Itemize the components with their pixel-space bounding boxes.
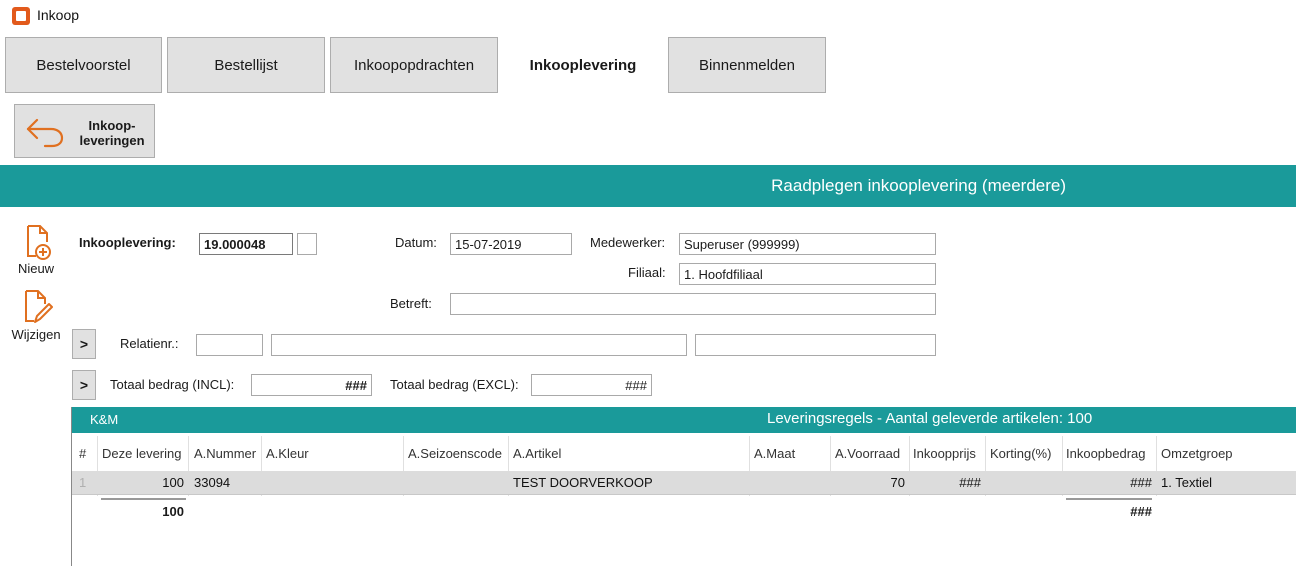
relatie-name-field[interactable]: [271, 334, 687, 356]
expand-relatie-button[interactable]: >: [72, 329, 96, 359]
grid-header-bar: [72, 407, 1296, 433]
totaal-incl-label: Totaal bedrag (INCL):: [110, 377, 235, 392]
tab-binnenmelden[interactable]: Binnenmelden: [668, 37, 826, 93]
inkooplevering-extra-field[interactable]: [297, 233, 317, 255]
page-title: Raadplegen inkooplevering (meerdere): [771, 176, 1066, 195]
back-button-label: [77, 118, 147, 148]
col-header-korting[interactable]: Korting(%): [990, 446, 1052, 461]
tab-bestelvoorstel[interactable]: Bestelvoorstel: [5, 37, 162, 93]
inkooplevering-field[interactable]: 19.000048: [199, 233, 293, 255]
cell-num: 1: [79, 475, 87, 490]
cell-inkoopprijs[interactable]: ###: [959, 475, 981, 490]
betreft-label: Betreft:: [390, 296, 432, 311]
cell-nummer[interactable]: 33094: [194, 475, 231, 490]
relatie-nr-field[interactable]: [196, 334, 263, 356]
totaal-excl-field[interactable]: ###: [531, 374, 652, 396]
col-header-voorraad[interactable]: A.Voorraad: [835, 446, 901, 461]
total-inkoopbedrag: ###: [1130, 504, 1152, 519]
relatie-label: Relatienr.:: [120, 336, 179, 351]
col-header-nummer[interactable]: A.Nummer: [194, 446, 257, 461]
cell-deze-levering[interactable]: 100: [162, 475, 184, 490]
datum-field[interactable]: 15-07-2019: [450, 233, 572, 255]
filiaal-field[interactable]: 1. Hoofdfiliaal: [679, 263, 936, 285]
back-label-line1: Inkoop-: [88, 118, 136, 133]
filiaal-label: Filiaal:: [628, 265, 666, 280]
total-line: [1066, 498, 1152, 500]
new-button[interactable]: [8, 222, 64, 276]
total-line: [101, 498, 186, 500]
edit-document-icon: [19, 288, 53, 328]
totaal-incl-field[interactable]: ###: [251, 374, 372, 396]
tab-inkooplevering[interactable]: Inkooplevering: [503, 37, 663, 93]
expand-totaal-button[interactable]: >: [72, 370, 96, 400]
grid-right-title: Leveringsregels - Aantal geleverde artikelen: 100: [767, 410, 1093, 427]
betreft-field[interactable]: [450, 293, 936, 315]
relatie-extra-field[interactable]: [695, 334, 936, 356]
edit-button[interactable]: [8, 288, 64, 342]
new-document-icon: [19, 222, 53, 262]
undo-arrow-icon: [25, 114, 65, 148]
col-header-omzetgroep[interactable]: Omzetgroep: [1161, 446, 1233, 461]
cell-omzetgroep[interactable]: 1. Textiel: [1161, 475, 1213, 490]
col-header-num[interactable]: #: [79, 446, 87, 461]
col-header-inkoopbedrag[interactable]: Inkoopbedrag: [1066, 446, 1146, 461]
cell-artikel[interactable]: TEST DOORVERKOOP: [513, 475, 653, 490]
totaal-excl-label: Totaal bedrag (EXCL):: [390, 377, 519, 392]
col-header-maat[interactable]: A.Maat: [754, 446, 796, 461]
col-header-artikel[interactable]: A.Artikel: [513, 446, 562, 461]
inkooplevering-label: Inkooplevering:: [79, 235, 176, 250]
grid-left-title: K&M: [90, 412, 119, 427]
tab-bestellijst[interactable]: Bestellijst: [167, 37, 325, 93]
col-header-deze-levering[interactable]: Deze levering: [102, 446, 182, 461]
col-header-seizoenscode[interactable]: A.Seizoenscode: [408, 446, 502, 461]
window-title: Inkoop: [37, 7, 80, 23]
app-icon: [12, 7, 30, 25]
col-header-kleur[interactable]: A.Kleur: [266, 446, 309, 461]
medewerker-label: Medewerker:: [590, 235, 666, 250]
header-bar: [0, 165, 1296, 207]
back-label-line2: leveringen: [79, 133, 145, 148]
new-label: Nieuw: [17, 261, 55, 276]
cell-voorraad[interactable]: 70: [890, 475, 905, 490]
col-header-inkoopprijs[interactable]: Inkoopprijs: [913, 446, 976, 461]
title-bar: [0, 0, 1296, 30]
datum-label: Datum:: [395, 235, 437, 250]
edit-label: Wijzigen: [11, 327, 61, 342]
inkoopleveringen-back-button[interactable]: [14, 104, 155, 158]
total-deze-levering: 100: [162, 504, 184, 519]
tab-inkoopopdrachten[interactable]: Inkoopopdrachten: [330, 37, 498, 93]
cell-inkoopbedrag[interactable]: ###: [1130, 475, 1152, 490]
medewerker-field[interactable]: Superuser (999999): [679, 233, 936, 255]
